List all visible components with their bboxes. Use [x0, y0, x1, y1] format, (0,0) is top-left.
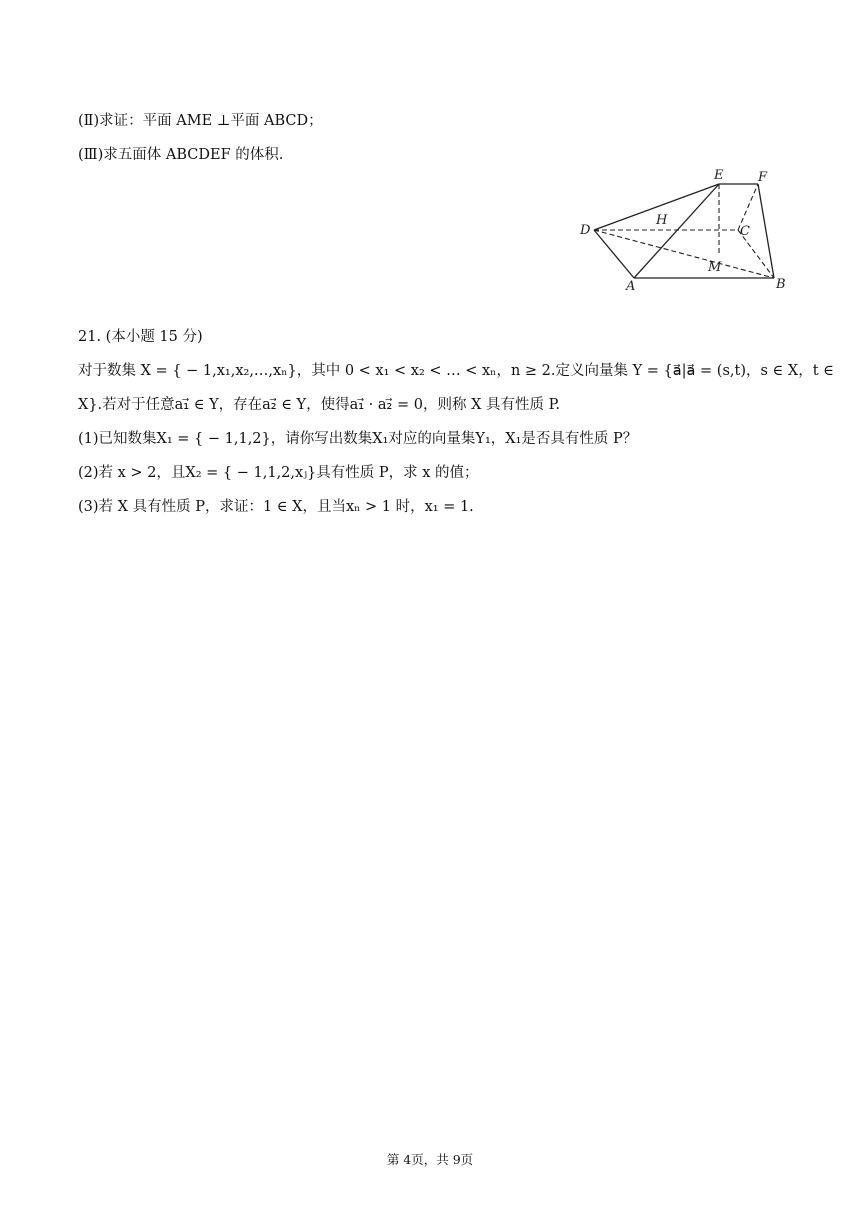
- label-E: E: [714, 168, 724, 183]
- pentahedron-figure: [574, 166, 800, 296]
- label-D: D: [580, 223, 591, 238]
- question-21-part-2: (2)若 x > 2，且X₂ = { − 1,1,2,xⱼ}具有性质 P，求 x 的值；: [78, 465, 479, 481]
- question-21-intro-2: X}.若对于任意a₁⃗ ∈ Y，存在a₂⃗ ∈ Y，使得a₁⃗ · a₂⃗ = 0，则称 X 具有性质 P.: [78, 397, 561, 413]
- question-21-part-1: (1)已知数集X₁ = { − 1,1,2}，请你写出数集X₁对应的向量集Y₁，X₁是否具有性质 P？: [78, 431, 638, 447]
- label-H: H: [656, 213, 668, 228]
- page-footer: 第 4页，共 9页: [386, 1152, 474, 1167]
- label-F: F: [758, 170, 768, 185]
- label-A: A: [626, 279, 636, 294]
- label-M: M: [708, 260, 722, 275]
- part-iii-text: (Ⅲ)求五面体 ABCDEF 的体积.: [78, 147, 284, 163]
- question-21-header: 21. (本小题 15 分): [78, 329, 203, 345]
- part-ii-text: (Ⅱ)求证：平面 AME ⊥平面 ABCD；: [78, 113, 323, 129]
- edge-AE: [634, 184, 719, 278]
- edge-FB: [758, 184, 774, 278]
- edge-DA: [594, 230, 634, 278]
- pentahedron-diagram: [574, 166, 800, 296]
- question-21-intro-1: 对于数集 X = { − 1,x₁,x₂,…,xₙ}，其中 0 < x₁ < x₂ < … < xₙ，n ≥ 2.定义向量集 Y = {a⃗|a⃗ = (s,t)，s ∈ X，t ∈: [78, 363, 834, 379]
- question-21-part-3: (3)若 X 具有性质 P，求证：1 ∈ X，且当xₙ > 1 时，x₁ = 1.: [78, 499, 474, 515]
- label-B: B: [776, 277, 786, 292]
- label-C: C: [740, 224, 750, 239]
